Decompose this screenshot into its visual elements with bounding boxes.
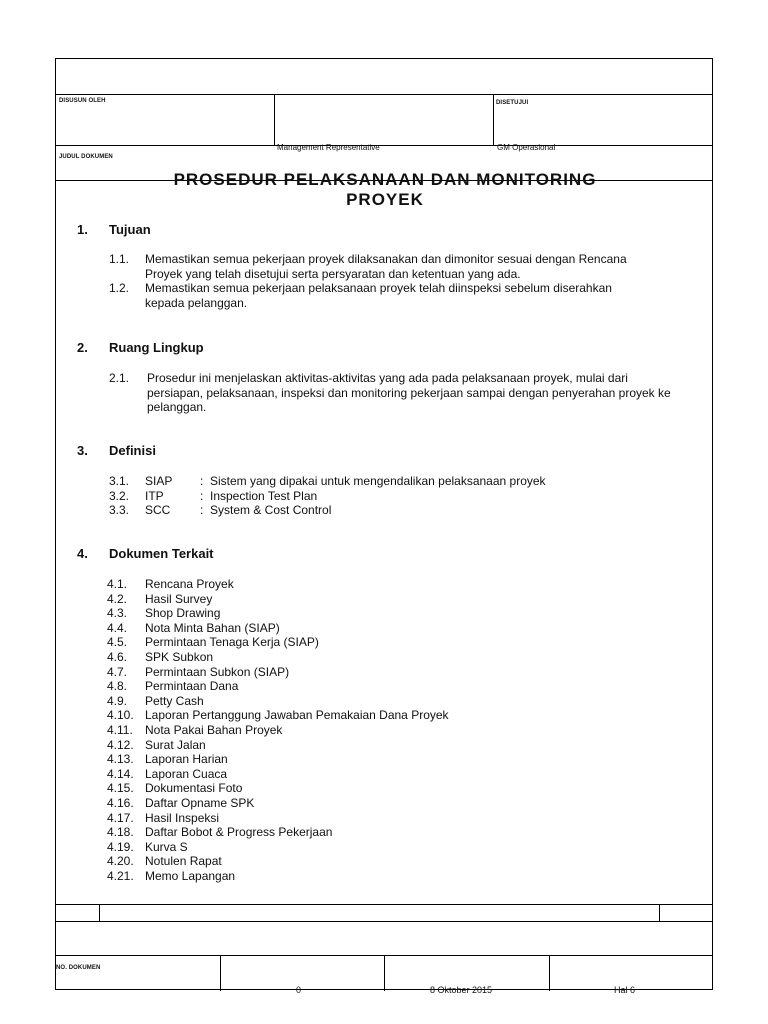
footer-col-divider-2: [659, 904, 660, 921]
document-content: 1. Tujuan 1.1. Memastikan semua pekerjaan proyek dilaksanakan dan dimonitor sesuai dengan Rencana Proyek yang telah disetujui serta persyaratan dan ketentuan yang ada. 1.2. Memastikan semua pekerjaan pelaksanaan proyek telah diinspeksi sebelum diserahkan kepada pelanggan. 2. Ruang Lingkup 2.1. Prosedur ini menjelaskan aktivitas-aktivitas yang ada pada pelaksanaan proyek, mulai dari persiapan, pelaksanaan, inspeksi dan monitoring pekerjaan sampai dengan penyerahan proyek ke pelanggan. 3. Definisi 3.1. SIAP : Sistem yang dipakai untuk mengendalikan pelaksanaan proyek 3.2. ITP : Inspection Test Plan 3.3. SCC : System & Cost Control 4. Dokumen Terkait 4.1. Rencana Proyek 4.2. Hasil Survey 4.3. Shop Drawing 4.4. Nota Minta Bahan (SIAP) 4.5. Permintaan Tenaga Kerja (SIAP) 4.6. SPK Subkon 4.7. Permintaan Subkon (SIAP) 4.8. Permintaan Dana 4.9. Petty Cash 4.10. Laporan Pertanggung Jawaban Pemakaian Dana Proyek 4.11. Nota Pakai Bahan Proyek 4.12. Surat Jalan 4.13. Laporan Harian 4.14. Laporan Cuaca 4.15. Dokumentasi Foto 4.16. Daftar Opname SPK 4.17. Hasil Inspeksi 4.18. Daftar Bobot & Progress Pekerjaan 4.19. Kurva S 4.20. Notulen Rapat 4.21. Memo Lapangan: [56, 59, 712, 989]
page-number: Hal 6: [614, 985, 636, 995]
footer-divider-2: [56, 921, 712, 922]
role-gm-operasional: GM Operasional: [497, 143, 556, 152]
document-page: [55, 58, 713, 990]
document-title-clipped: PROSEDUR PELAKSANAAN DAN MONITORING PROYEK: [173, 170, 597, 209]
footer-col-divider-3: [220, 955, 221, 991]
section-4-heading: 4. Dokumen Terkait: [77, 546, 214, 561]
footer-col-divider-1: [99, 904, 100, 921]
footer-col-divider-5: [549, 955, 550, 991]
document-date: 8 Oktober 2015: [430, 985, 493, 995]
role-management-representative: Management Representative: [277, 143, 380, 152]
list-item: 2.1. Prosedur ini menjelaskan aktivitas-aktivitas yang ada pada pelaksanaan proyek, mulai dari persiapan, pelaksanaan, inspeksi dan monitoring pekerjaan sampai dengan penyerahan proyek ke pelanggan.: [109, 371, 671, 414]
disusun-oleh-label: DISUSUN OLEH: [59, 98, 106, 104]
footer-divider-1: [56, 904, 712, 905]
footer-col-divider-4: [384, 955, 385, 991]
judul-dokumen-label: JUDUL DOKUMEN: [59, 154, 113, 160]
list-item: 1.1. Memastikan semua pekerjaan proyek dilaksanakan dan dimonitor sesuai dengan Rencana Proyek yang telah disetujui serta persyaratan dan ketentuan yang ada.: [109, 252, 627, 281]
revision-number: 0: [296, 985, 302, 995]
no-dokumen-label: NO. DOKUMEN: [56, 965, 101, 971]
section-1-heading: 1. Tujuan: [77, 222, 151, 237]
section-2-heading: 2. Ruang Lingkup: [77, 340, 204, 355]
disetujui-label-clipped: DISETUJUI: [496, 100, 529, 106]
section-3-heading: 3. Definisi: [77, 443, 156, 458]
list-item: 1.2. Memastikan semua pekerjaan pelaksanaan proyek telah diinspeksi sebelum diserahkan kepada pelanggan.: [109, 281, 612, 310]
signature-remnant: __ _: [59, 141, 72, 147]
